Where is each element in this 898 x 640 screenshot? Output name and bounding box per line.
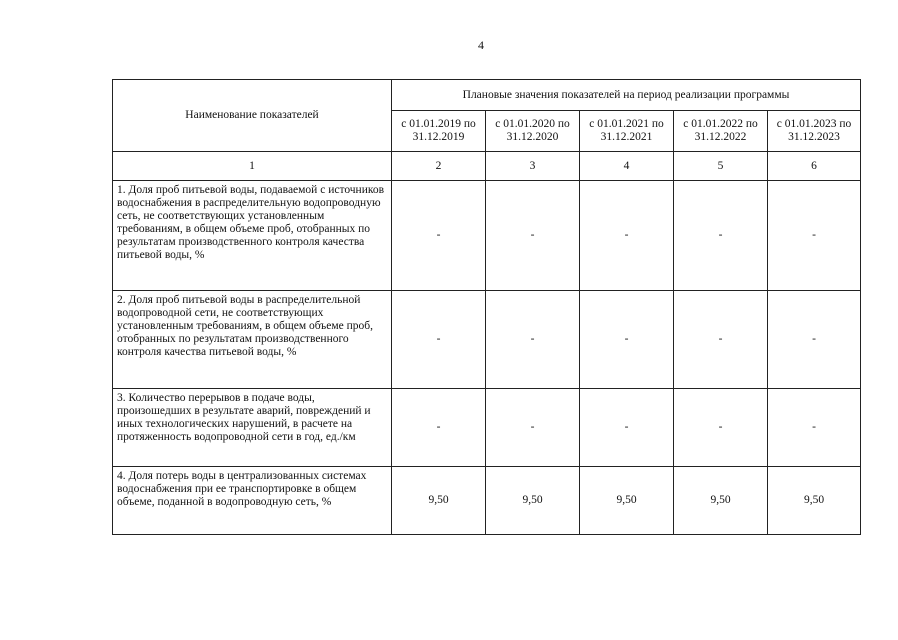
indicator-value: - <box>768 181 861 291</box>
indicator-value: - <box>486 389 580 467</box>
indicator-name: 3. Количество перерывов в подаче воды, произошедших в результате аварий, повреждений и иных технологических нарушений, в расчете на протяженность водопроводной сети в год, ед./км <box>113 389 392 467</box>
indicator-name: 2. Доля проб питьевой воды в распределительной водопроводной сети, не соответствующих установленным требованиям, в общем объеме проб, отобранных по результатам производственного контроля качества питьевой воды, % <box>113 291 392 389</box>
indicator-value: - <box>486 181 580 291</box>
indicator-value: 9,50 <box>392 467 486 535</box>
header-period-2020: с 01.01.2020 по 31.12.2020 <box>486 111 580 152</box>
header-period-2019: с 01.01.2019 по 31.12.2019 <box>392 111 486 152</box>
indicator-value: - <box>392 181 486 291</box>
indicator-value: 9,50 <box>768 467 861 535</box>
header-period-2022: с 01.01.2022 по 31.12.2022 <box>674 111 768 152</box>
indicator-value: - <box>486 291 580 389</box>
column-number: 5 <box>674 152 768 181</box>
indicator-value: 9,50 <box>674 467 768 535</box>
indicator-value: - <box>674 389 768 467</box>
table-row <box>113 181 861 291</box>
column-number: 3 <box>486 152 580 181</box>
indicator-name: 4. Доля потерь воды в централизованных системах водоснабжения при ее транспортировке в общем объеме, поданной в водопроводную сеть, % <box>113 467 392 535</box>
column-number: 6 <box>768 152 861 181</box>
header-period-2023: с 01.01.2023 по 31.12.2023 <box>768 111 861 152</box>
page-number: 4 <box>478 38 484 52</box>
indicator-value: - <box>674 181 768 291</box>
table-row <box>113 389 861 467</box>
indicator-value: - <box>580 291 674 389</box>
table-row <box>113 467 861 535</box>
header-period-2021: с 01.01.2021 по 31.12.2021 <box>580 111 674 152</box>
indicator-value: - <box>580 389 674 467</box>
indicators-table <box>112 79 861 535</box>
column-number: 4 <box>580 152 674 181</box>
column-number-row <box>113 152 861 181</box>
column-number: 1 <box>113 152 392 181</box>
header-planned-values: Плановые значения показателей на период реализации программы <box>392 80 861 111</box>
indicator-value: - <box>392 389 486 467</box>
table-row <box>113 291 861 389</box>
column-number: 2 <box>392 152 486 181</box>
indicator-value: - <box>392 291 486 389</box>
header-indicator-name: Наименование показателей <box>113 80 392 152</box>
indicator-value: - <box>768 389 861 467</box>
indicator-value: 9,50 <box>486 467 580 535</box>
indicator-name: 1. Доля проб питьевой воды, подаваемой с источников водоснабжения в распределительную водопроводную сеть, не соответствующих установленным требованиям, в общем объеме проб, отобранных по результатам производственного контроля качества питьевой воды, % <box>113 181 392 291</box>
indicator-value: - <box>674 291 768 389</box>
indicator-value: - <box>768 291 861 389</box>
indicator-value: 9,50 <box>580 467 674 535</box>
indicator-value: - <box>580 181 674 291</box>
